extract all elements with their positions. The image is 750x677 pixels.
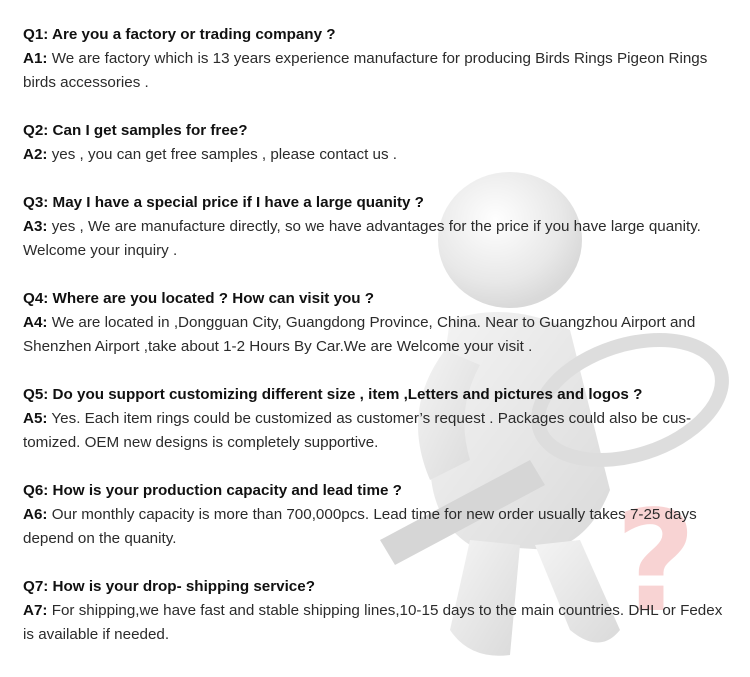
faq-item-4	[23, 287, 728, 359]
faq-question: Q4: Where are you located ? How can visit you ?	[23, 290, 375, 307]
faq-answer-text: Yes. Each item rings could be customized as customer’s request . Packages could also be cus-tomized. OEM new designs is completely supportive.	[23, 410, 692, 451]
faq-answer-label: A4:	[23, 314, 48, 331]
faq-answer-text: yes , We are manufacture directly, so we have advantages for the price if you have large quanity. Welcome your inquiry .	[23, 218, 701, 259]
faq-answer-text: Our monthly capacity is more than 700,000pcs. Lead time for new order usually takes 7-25 days depend on the quanity.	[23, 506, 697, 547]
faq-item-1	[23, 23, 728, 95]
faq-answer-label: A7:	[23, 602, 48, 619]
faq-item-7	[23, 575, 728, 647]
faq-question: Q3: May I have a special price if I have a large quanity ?	[23, 194, 424, 211]
faq-item-5	[23, 383, 728, 455]
faq-question: Q5: Do you support customizing different size , item ,Letters and pictures and logos ?	[23, 386, 643, 403]
faq-item-3	[23, 191, 728, 263]
faq-answer-text: We are factory which is 13 years experience manufacture for producing Birds Rings Pigeon Rings birds accessories .	[23, 50, 708, 91]
faq-question: Q2: Can I get samples for free?	[23, 122, 248, 139]
svg-text:?: ?	[615, 481, 697, 644]
faq-answer	[23, 503, 728, 551]
faq-answer	[23, 311, 728, 359]
faq-answer-label: A5:	[23, 410, 48, 427]
faq-answer	[23, 599, 728, 647]
faq-answer-label: A3:	[23, 218, 48, 235]
faq-answer	[23, 215, 728, 263]
faq-question: Q6: How is your production capacity and lead time ?	[23, 482, 402, 499]
faq-question: Q1: Are you a factory or trading company ?	[23, 26, 336, 43]
faq-question: Q7: How is your drop- shipping service?	[23, 578, 315, 595]
faq-answer	[23, 143, 728, 167]
faq-answer	[23, 407, 728, 455]
faq-answer-text: For shipping,we have fast and stable shipping lines,10-15 days to the main countries. DHL or Fedex is available if needed.	[23, 602, 723, 643]
faq-answer-text: We are located in ,Dongguan City, Guangdong Province, China. Near to Guangzhou Airport and Shenzhen Airport ,take about 1-2 Hours By Car.We are Welcome your visit .	[23, 314, 696, 355]
faq-answer-label: A2:	[23, 146, 48, 163]
faq-answer-label: A1:	[23, 50, 48, 67]
faq-item-6	[23, 479, 728, 551]
faq-list	[23, 23, 728, 671]
faq-answer-label: A6:	[23, 506, 48, 523]
faq-item-2	[23, 119, 728, 167]
faq-answer	[23, 47, 728, 95]
faq-answer-text: yes , you can get free samples , please contact us .	[47, 146, 397, 163]
